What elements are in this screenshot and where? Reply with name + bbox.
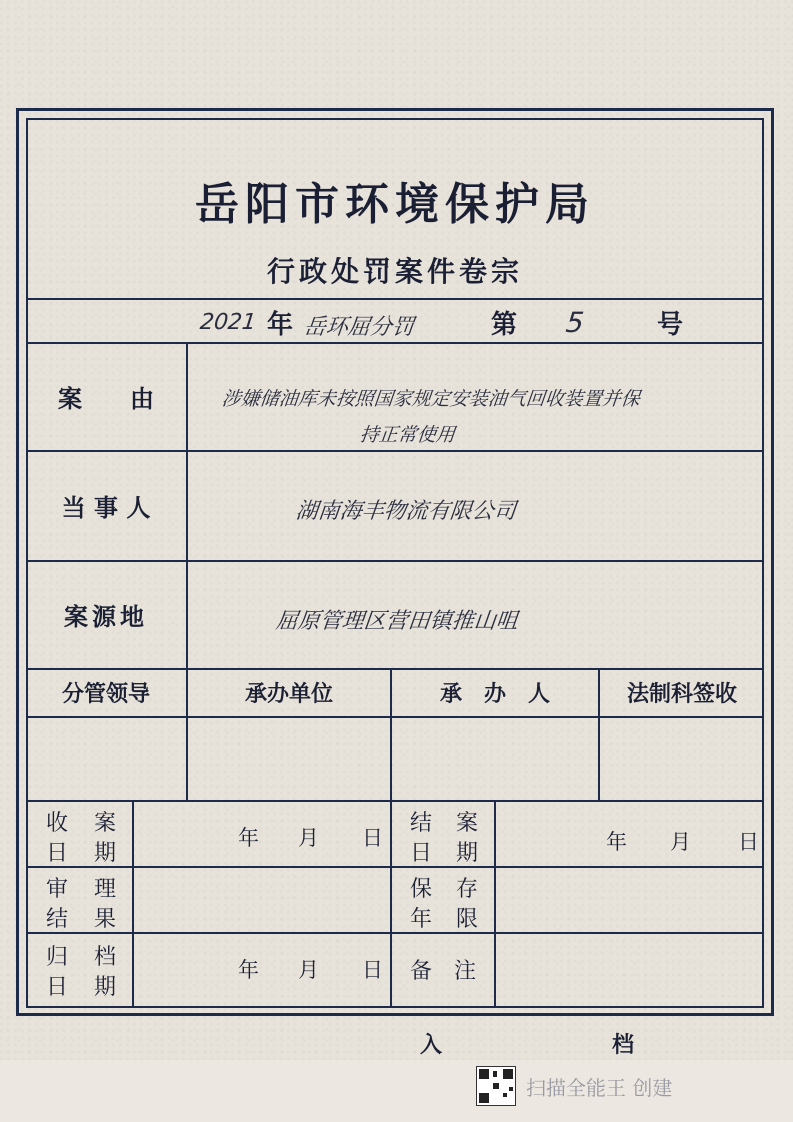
divider-bottom-2 xyxy=(26,932,764,934)
close-label-1a: 结 xyxy=(410,811,433,836)
receive-label-2b: 期 xyxy=(94,841,117,866)
retain-label-1b: 存 xyxy=(456,877,479,902)
case-reason-label: 案 由 xyxy=(58,383,154,413)
retain-label-1a: 保 xyxy=(410,877,433,902)
receive-label-2a: 日 xyxy=(46,841,69,866)
retain-label-2b: 限 xyxy=(456,907,479,932)
document-subtitle: 行政处罚案件卷宗 xyxy=(266,255,523,288)
case-year-label: 年 xyxy=(266,309,293,340)
close-label-2a: 日 xyxy=(410,841,433,866)
location-label: 案源地 xyxy=(64,601,148,631)
case-hao-label: 号 xyxy=(656,309,683,340)
review-label-1b: 理 xyxy=(94,877,117,902)
receive-label-1a: 收 xyxy=(46,811,69,836)
retain-label-2a: 年 xyxy=(410,907,433,932)
archive-label-1b: 档 xyxy=(94,945,117,970)
qr-code-icon xyxy=(476,1066,516,1106)
close-month: 月 xyxy=(670,830,691,854)
close-year: 年 xyxy=(606,830,627,854)
party-value: 湖南海丰物流有限公司 xyxy=(294,499,518,524)
sign-col-handler: 承 办 人 xyxy=(439,680,550,707)
archive-month: 月 xyxy=(298,958,319,982)
divider-bottom-1 xyxy=(26,866,764,868)
divider-sign-header xyxy=(26,716,764,718)
location-value: 屈原管理区营田镇推山咀 xyxy=(274,609,520,634)
sign-col-unit: 承办单位 xyxy=(244,680,333,707)
review-label-1a: 审 xyxy=(46,877,69,902)
divider-sign-body xyxy=(26,800,764,802)
case-code-handwritten: 岳环屈分罚 xyxy=(302,315,416,340)
receive-day: 日 xyxy=(362,826,383,850)
case-di-label: 第 xyxy=(490,309,517,340)
col-divider-bottom-1 xyxy=(132,800,134,1008)
footer-ru: 入 xyxy=(420,1032,443,1058)
col-divider-bottom-3 xyxy=(494,800,496,1008)
review-label-2b: 果 xyxy=(94,907,117,932)
archive-year: 年 xyxy=(238,958,259,982)
party-label: 当 事 人 xyxy=(61,492,151,522)
footer-dang: 档 xyxy=(612,1032,635,1058)
close-label-1b: 案 xyxy=(456,811,479,836)
case-reason-value-1: 涉嫌储油库未按照国家规定安装油气回收装置并保 xyxy=(220,388,642,410)
col-divider-labels xyxy=(186,342,188,800)
case-year-handwritten: 2021 xyxy=(198,310,258,335)
sign-col-leader: 分管领导 xyxy=(61,680,150,707)
case-number-handwritten: 5 xyxy=(564,306,586,339)
close-day: 日 xyxy=(738,830,759,854)
receive-month: 月 xyxy=(298,826,319,850)
archive-label-2b: 期 xyxy=(94,975,117,1000)
archive-label-1a: 归 xyxy=(46,945,69,970)
receive-year: 年 xyxy=(238,826,259,850)
divider-header xyxy=(26,298,764,300)
document-title: 岳阳市环境保护局 xyxy=(195,179,595,230)
close-label-2b: 期 xyxy=(456,841,479,866)
archive-day: 日 xyxy=(362,958,383,982)
remark-label: 备 注 xyxy=(410,959,477,984)
archive-label-2a: 日 xyxy=(46,975,69,1000)
col-divider-bottom-2 xyxy=(390,800,392,1008)
sign-col-legal: 法制科签收 xyxy=(626,680,737,707)
review-label-2a: 结 xyxy=(46,907,69,932)
receive-label-1b: 案 xyxy=(94,811,117,836)
case-reason-value-2: 持正常使用 xyxy=(358,424,457,446)
watermark-text: 扫描全能王 创建 xyxy=(526,1076,673,1100)
